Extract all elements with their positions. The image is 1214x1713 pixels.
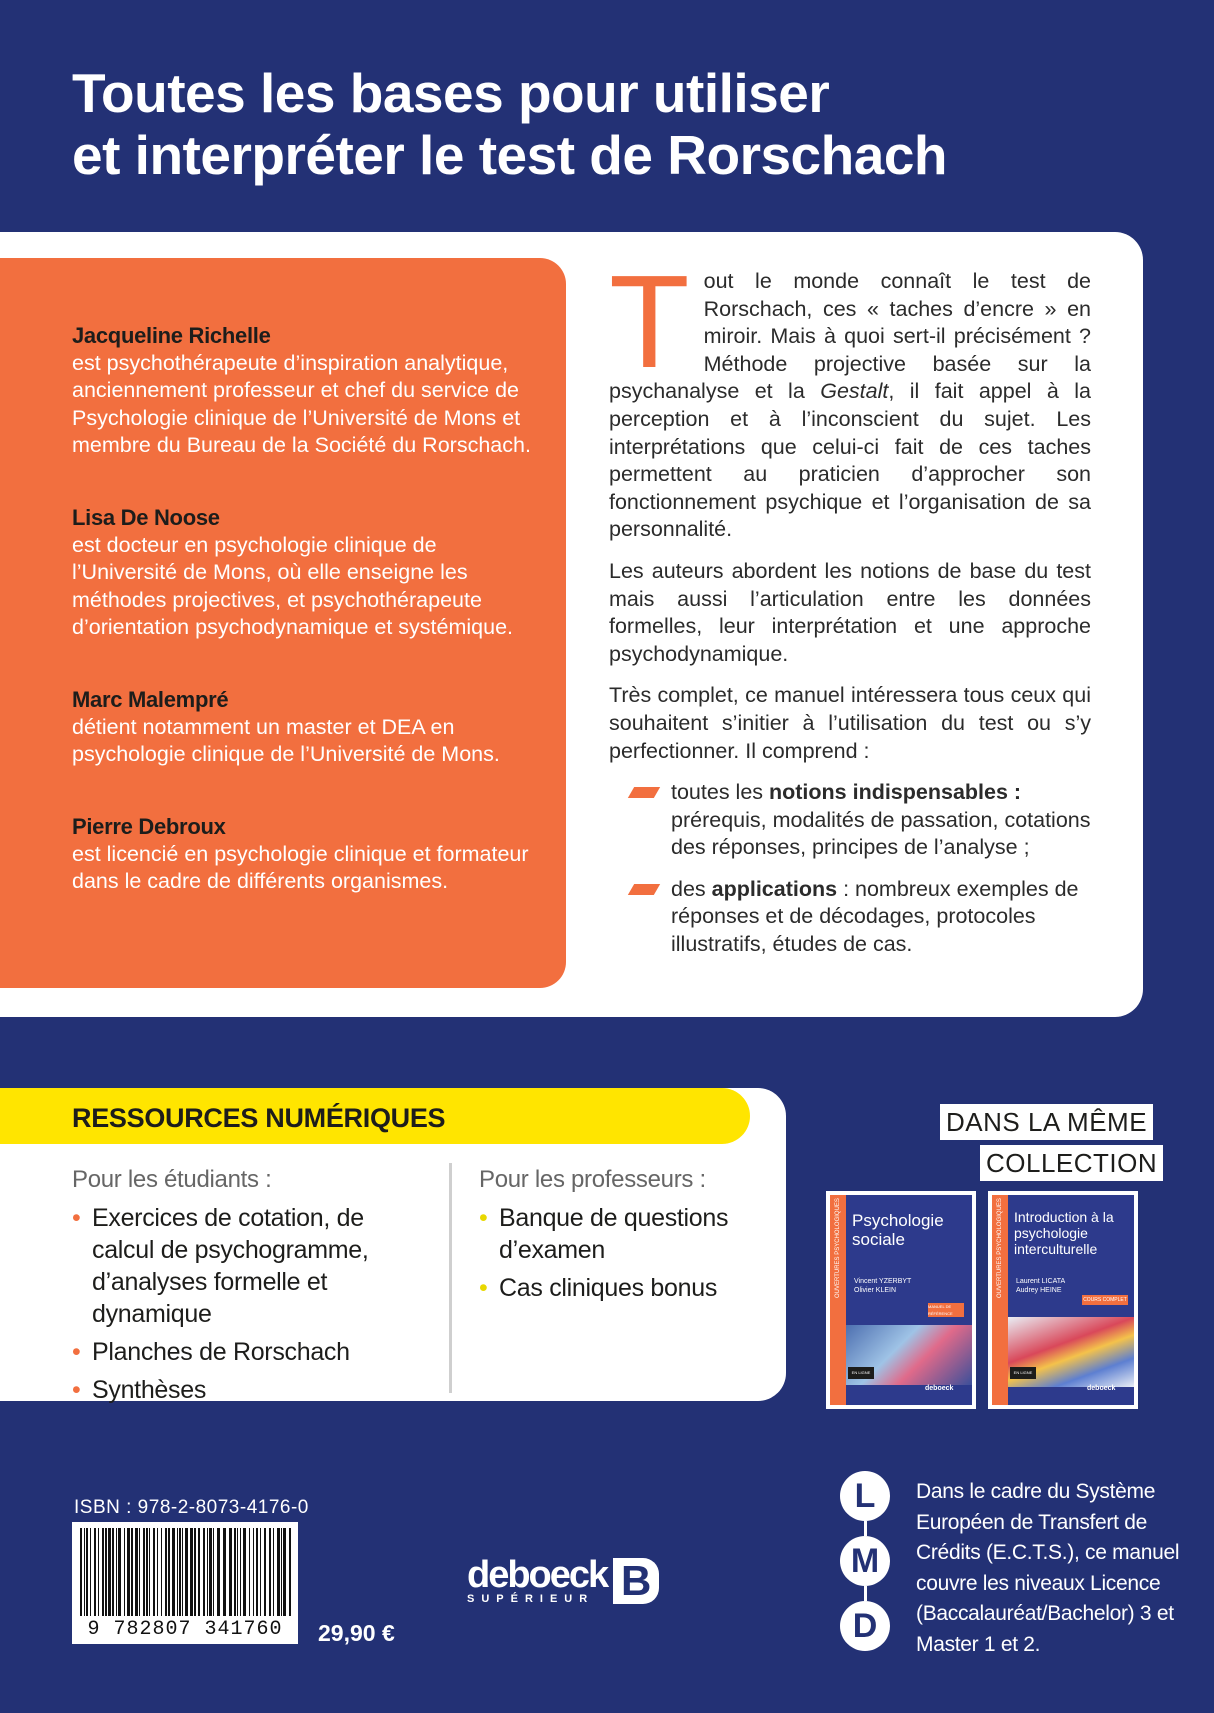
bullet-icon: • (72, 1338, 81, 1366)
author-name: Jacqueline Richelle (72, 323, 271, 348)
author-name: Pierre Debroux (72, 814, 226, 839)
publisher-b-icon: B (613, 1558, 659, 1604)
book-publisher-logo: deboeck (1087, 1385, 1116, 1392)
author-bio: est psychothérapeute d’inspiration analytique, anciennement professeur et chef du service de Psychologie clinique de l’Université de Mons et membre du Bureau de la Société du Rorschach. (72, 350, 531, 457)
resources-title: RESSOURCES NUMÉRIQUES (72, 1103, 446, 1133)
publisher-name: deboeck (467, 1554, 608, 1596)
author-name: Marc Malempré (72, 687, 229, 712)
ects-text: Dans le cadre du Système Européen de Transfert de Crédits (E.C.T.S.), ce manuel couvre les niveaux Licence (Baccalauréat/Bachelor) 3 et Master 1 et 2. (916, 1480, 1180, 1656)
list-item: toutes les notions indispensables : prérequis, modalités de passation, cotations des réponses, principes de l’analyse ; (609, 779, 1091, 862)
collection-label: DANS LA MÊME (940, 1104, 1153, 1140)
barcode-number: 9 782807 341760 (72, 1618, 298, 1641)
students-column (72, 1166, 432, 1412)
doctorat-icon: D (840, 1601, 890, 1651)
publisher-sub: SUPÉRIEUR (467, 1593, 595, 1605)
isbn: ISBN : 978-2-8073-4176-0 (74, 1497, 309, 1518)
column-divider (449, 1163, 452, 1393)
online-badge: EN LIGNE (1010, 1367, 1036, 1379)
publisher-logo (467, 1554, 659, 1605)
author-block (72, 813, 532, 896)
drop-cap: T (609, 248, 690, 395)
book-badge: MANUEL DE RÉFÉRENCE (928, 1303, 964, 1317)
book-publisher-logo: deboeck (925, 1385, 954, 1392)
barcode (72, 1522, 298, 1644)
book-title: Introduction à la psychologie interculturelle (1014, 1209, 1114, 1257)
book-title: Psychologie sociale (852, 1211, 944, 1249)
orange-dash-icon (628, 787, 660, 798)
orange-dash-icon (628, 884, 660, 895)
page-title (72, 62, 1152, 186)
title-line-2: et interpréter le test de Rorschach (72, 124, 948, 186)
authors-panel (0, 258, 566, 988)
description-paragraph: Les auteurs abordent les notions de base du test mais aussi l’articulation entre les données formelles, leur interprétation et une approche psychodynamique. (609, 558, 1091, 666)
author-block (72, 322, 532, 460)
teachers-heading: Pour les professeurs : (479, 1166, 706, 1193)
list-item: • Cas cliniques bonus (479, 1274, 718, 1302)
book-cover-psychologie-interculturelle (988, 1191, 1138, 1409)
connector-line (864, 1586, 867, 1601)
author-block (72, 504, 532, 642)
series-name: OUVERTURES PSYCHOLOGIQUES (835, 1198, 841, 1298)
online-badge: EN LIGNE (848, 1367, 874, 1379)
description-paragraph: Tout le monde connaît le test de Rorschach, ces « taches d’encre » en miroir. Mais à quoi sert-il précisément ? Méthode projective basée sur la psychanalyse et la Gestalt, il fait appel à la perception et à l’inconscient du sujet. Les interprétations que celui-ci fait de ces taches permettent au praticien d’approcher son fonctionnement psychique et l’organisation de sa personnalité. (609, 248, 1092, 542)
book-authors: Vincent YZERBYT Olivier KLEIN (854, 1278, 912, 1294)
connector-line (864, 1521, 867, 1536)
bullet-icon: • (72, 1376, 81, 1404)
book-description (609, 248, 1092, 973)
master-icon: M (840, 1536, 890, 1586)
author-bio: détient notamment un master et DEA en psychologie clinique de l’Université de Mons. (72, 714, 500, 766)
bullet-icon: • (479, 1204, 488, 1232)
list-item: • Planches de Rorschach (72, 1338, 350, 1366)
author-block (72, 686, 532, 769)
collection-label: COLLECTION (980, 1145, 1163, 1181)
series-name: OUVERTURES PSYCHOLOGIQUES (997, 1198, 1003, 1298)
description-paragraph: Très complet, ce manuel intéressera tous ceux qui souhaitent s’initier à l’utilisation du test ou s’y perfectionner. Il comprend : (609, 683, 1091, 763)
list-item: • Synthèses (72, 1376, 207, 1404)
author-name: Lisa De Noose (72, 505, 220, 530)
list-item: des applications : nombreux exemples de réponses et de décodages, protocoles illustratifs, études de cas. (609, 876, 1091, 959)
author-bio: est licencié en psychologie clinique et formateur dans le cadre de différents organismes. (72, 841, 529, 893)
book-badge: COURS COMPLET (1083, 1297, 1127, 1303)
teachers-column (479, 1166, 769, 1310)
bullet-icon: • (72, 1204, 81, 1232)
title-line-1: Toutes les bases pour utiliser (72, 62, 830, 124)
author-bio: est docteur en psychologie clinique de l’Université de Mons, où elle enseigne les méthodes projectives, et psychothérapeute d’orientation psychodynamique et systémique. (72, 532, 514, 639)
list-item: • Exercices de cotation, de calcul de psychogramme, d’analyses formelle et dynamique (72, 1204, 369, 1328)
licence-icon: L (840, 1471, 890, 1521)
bullet-icon: • (479, 1274, 488, 1302)
book-cover-psychologie-sociale (826, 1191, 976, 1409)
list-item: • Banque de questions d’examen (479, 1204, 729, 1264)
students-heading: Pour les étudiants : (72, 1166, 272, 1193)
price: 29,90 € (318, 1620, 395, 1646)
book-authors: Laurent LICATA Audrey HEINE (1016, 1278, 1066, 1294)
